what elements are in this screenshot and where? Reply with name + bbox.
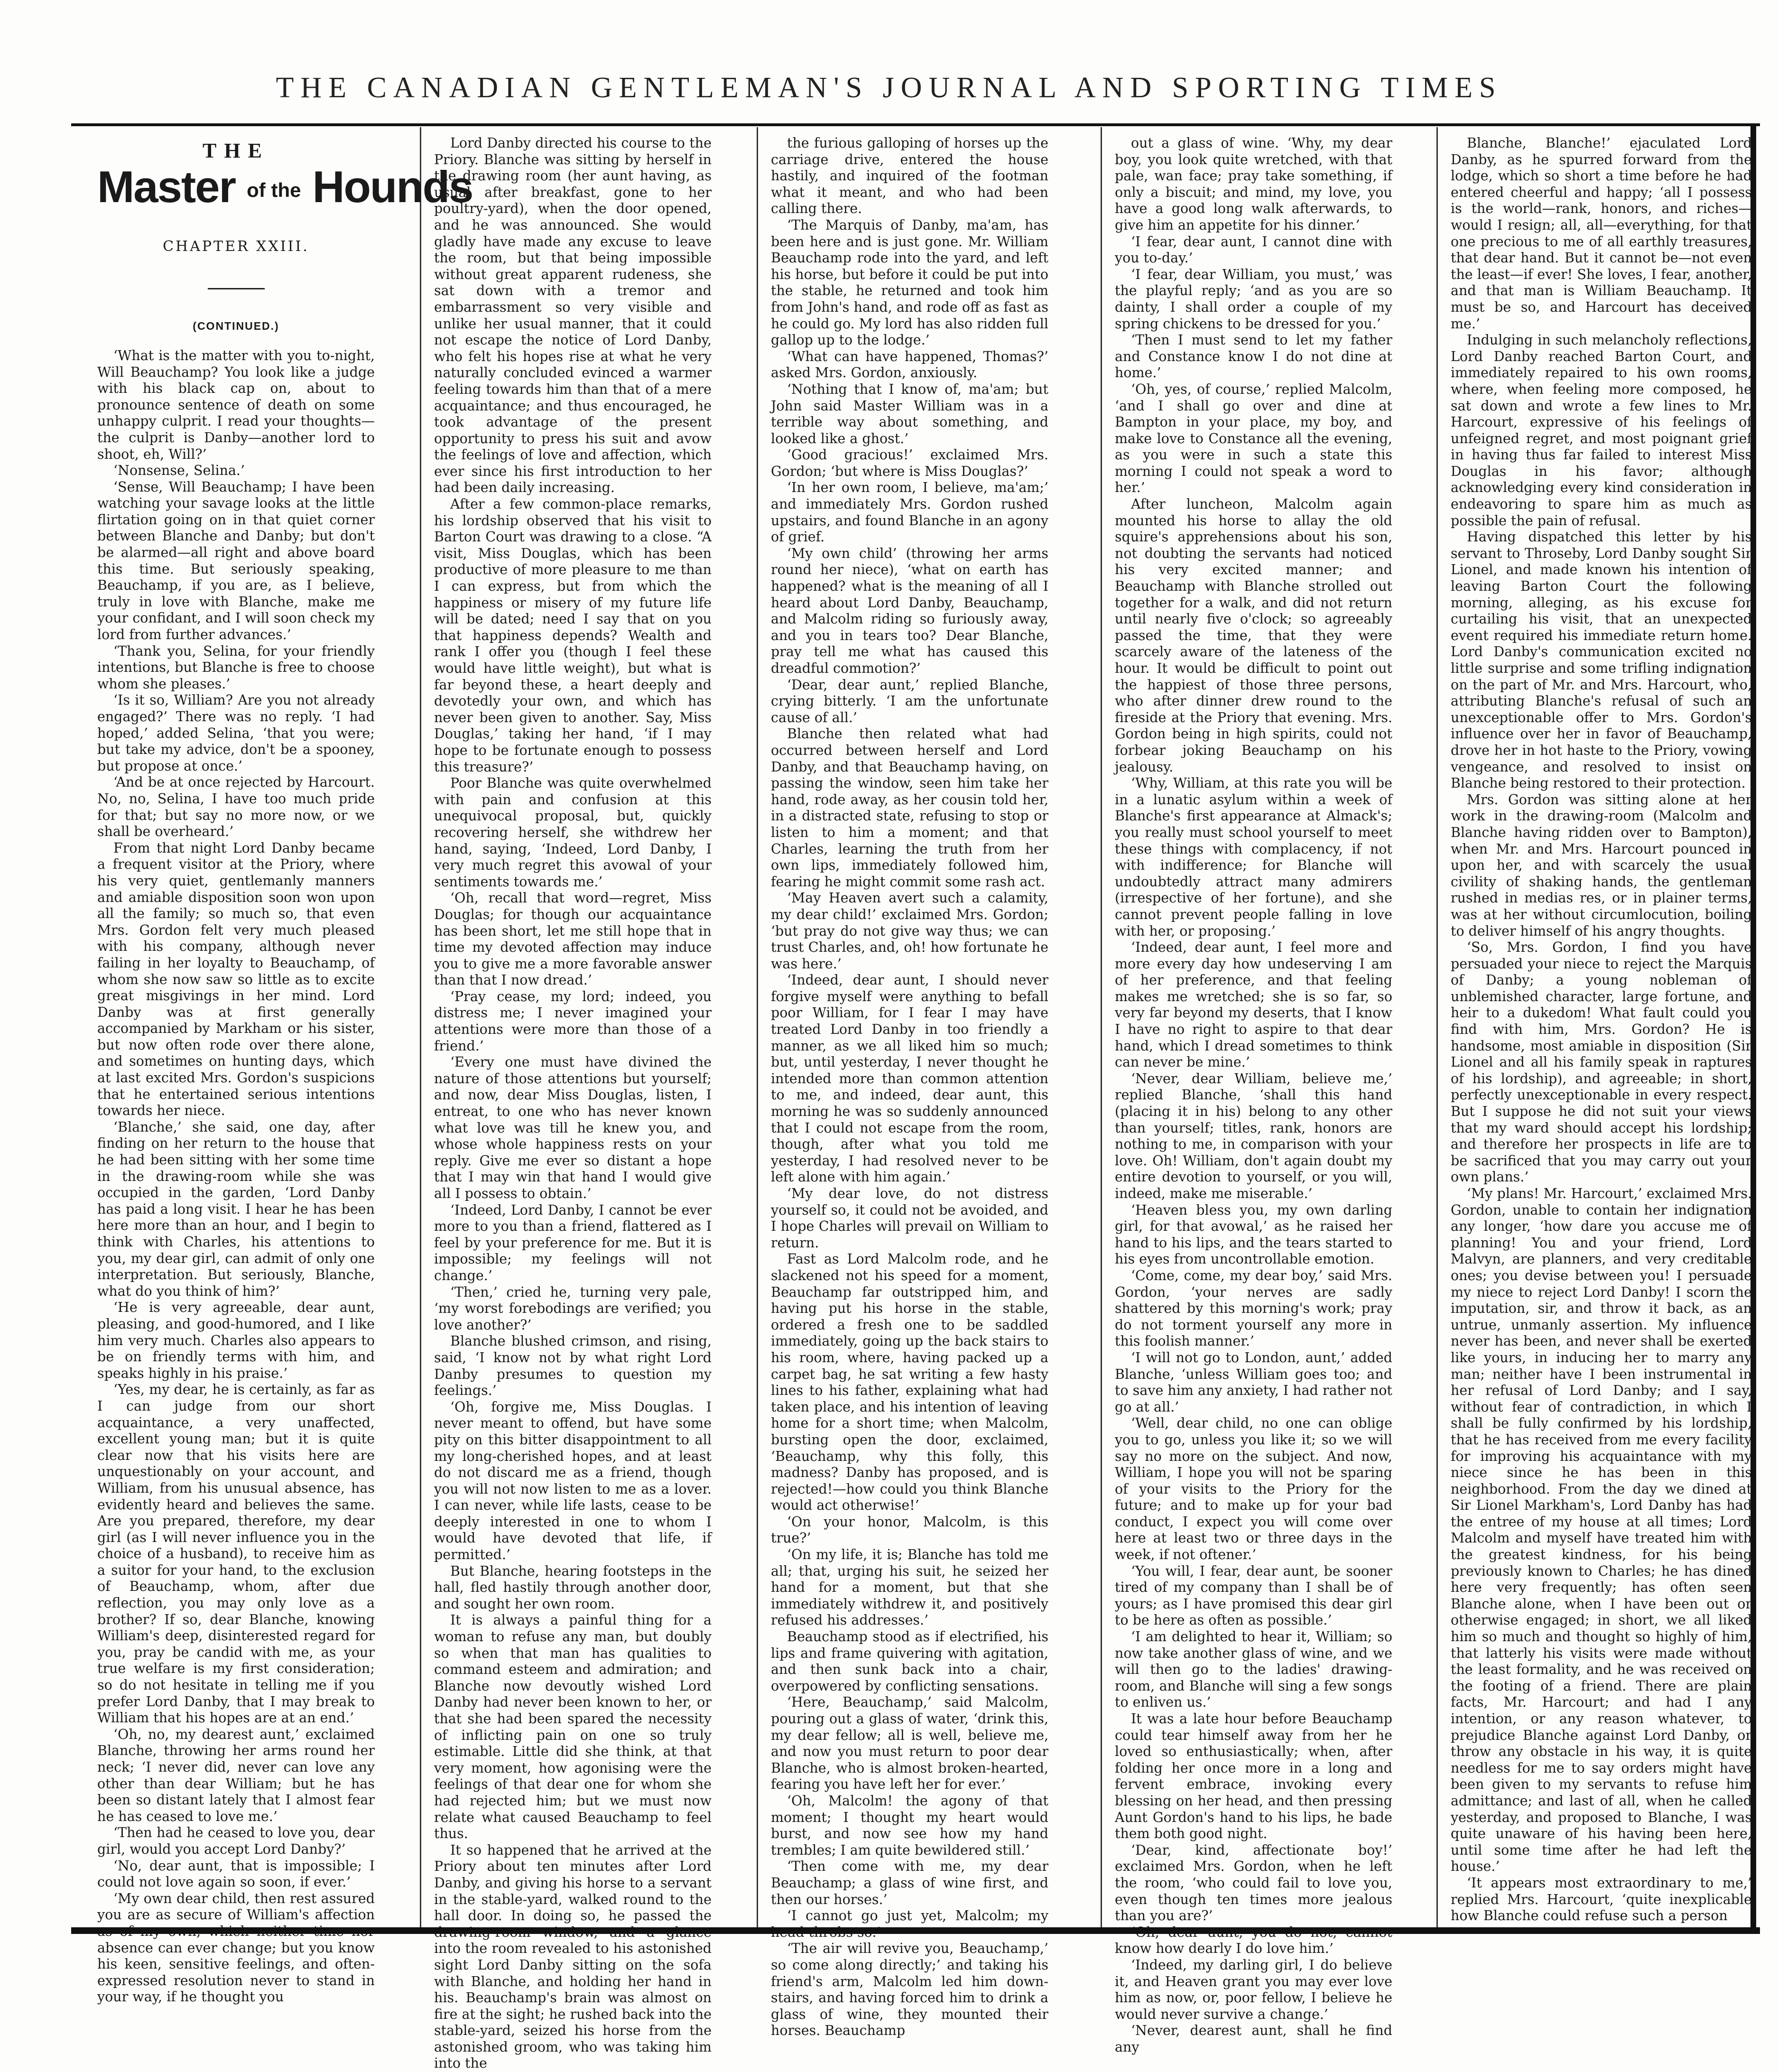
story-the: THE bbox=[203, 139, 269, 162]
paragraph: ‘And be at once rejected by Harcourt. No, no, Selina, I have too much pride for that; but say no more now, or we shall be overheard.’ bbox=[97, 774, 375, 840]
paragraph: Mrs. Gordon was sitting alone at her work in the drawing-room (Malcolm and Blanche having ridden over to Bampton), when Mr. and Mrs. Harcourt pounced in upon her, and with scarcely the usual civility of shaking hands, the gentleman rushed in medias res, or in plainer terms, was at her without circumlocution, boiling to deliver himself of his angry thoughts. bbox=[1451, 791, 1752, 939]
column-2 bbox=[434, 135, 712, 2072]
paragraph: ‘Indeed, my darling girl, I do believe it, and Heaven grant you may ever love him as now, or, poor fellow, I believe he would never survive a change.’ bbox=[1115, 1957, 1392, 2022]
paragraph: It was a late hour before Beauchamp could tear himself away from her he loved so enthusiastically; when, after folding her once more in a long and fervent embrace, invoking every blessing on her head, and then pressing Aunt Gordon's hand to his lips, he bade them both good night. bbox=[1115, 1711, 1392, 1842]
column-5 bbox=[1451, 135, 1752, 1924]
paragraph: ‘Never, dear William, believe me,’ replied Blanche, ‘shall this hand (placing it in his) belong to any other than yourself; titles, rank, honors are nothing to me, in comparison with your love. Oh! William, don't again doubt my entire devotion to yourself, or you will, indeed, make me miserable.’ bbox=[1115, 1070, 1392, 1201]
masthead-rule bbox=[71, 123, 1760, 126]
column-2-text bbox=[434, 135, 712, 2072]
paragraph: ‘Never, dearest aunt, shall he find any bbox=[1115, 2023, 1392, 2055]
paragraph: ‘Heaven bless you, my own darling girl, for that avowal,’ as he raised her hand to his lips, and the tears started to his eyes from uncontrollable emotion. bbox=[1115, 1202, 1392, 1267]
paragraph: ‘Oh, forgive me, Miss Douglas. I never meant to offend, but have some pity on this bitter disappointment to all my long-cherished hopes, and at least do not discard me as a friend, though you will not now listen to me as a lover. I can never, while life lasts, cease to be deeply interested in one to whom I would have devoted that life, if permitted.’ bbox=[434, 1399, 712, 1563]
paragraph: ‘Indeed, dear aunt, I feel more and more every day how undeserving I am of her preference, and that feeling makes me wretched; she is so far, so very far beyond my deserts, that I know I have no right to aspire to that dear hand, which I dread sometimes to think can never be mine.’ bbox=[1115, 939, 1392, 1070]
paragraph: ‘My own child’ (throwing her arms round her niece), ‘what on earth has happened? what is the meaning of all I heard about Lord Danby, Beauchamp, and Malcolm riding so furiously away, and you in tears too? Dear Blanche, pray tell me what has caused this dreadful commotion?’ bbox=[771, 545, 1048, 676]
column-rule bbox=[757, 127, 758, 1928]
paragraph: ‘Why, William, at this rate you will be in a lunatic asylum within a week of Blanche's first appearance at Almack's; you really must school yourself to meet these things with complacency, if not with indifference; for Blanche will undoubtedly attract many admirers (irrespective of her fortune), and she cannot prevent people falling in love with her, or proposing.’ bbox=[1115, 775, 1392, 939]
paragraph: ‘Then,’ cried he, turning very pale, ‘my worst forebodings are verified; you love another?’ bbox=[434, 1284, 712, 1333]
paragraph: Lord Danby directed his course to the Priory. Blanche was sitting by herself in the drawing room (her aunt having, as usual after breakfast, gone to her poultry-yard), when the door opened, and he was announced. She would gladly have made any excuse to leave the room, but that being impossible without great apparent rudeness, she sat down with a tremor and embarrassment so very visible and unlike her usual manner, that it could not escape the notice of Lord Danby, who felt his hopes rise at what he very naturally concluded evinced a warmer feeling towards him than that of a mere acquaintance; and thus encouraged, he took advantage of the present opportunity to press his suit and avow the feelings of love and affection, which ever since his first introduction to her had been daily increasing. bbox=[434, 135, 712, 496]
paragraph: ‘My plans! Mr. Harcourt,’ exclaimed Mrs. Gordon, unable to contain her indignation any longer, ‘how dare you accuse me of planning! You and your friend, Lord Malvyn, are planners, and very creditable ones; you devise between you! I persuade my niece to reject Lord Danby! I scorn the imputation, sir, and throw it back, as an untrue, unmanly assertion. My influence never has been, and never shall be exerted like yours, in inducing her to marry any man; neither have I been instrumental in her refusal of Lord Danby; and I say, without fear of contradiction, in which I shall be fully confirmed by his lordship, that he has received from me every facility for improving his acquaintance with my niece since he has been in this neighborhood. From the day we dined at Sir Lionel Markham's, Lord Danby has had the entree of my house at all times; Lord Malcolm and myself have treated him with the greatest kindness, for his being previously known to Charles; he has dined here very frequently; has often seen Blanche alone, when I have been out or otherwise engaged; in short, we all liked him so much and thought so highly of him, that latterly his visits were made without the least formality, and he was received on the footing of a friend. There are plain facts, Mr. Harcourt; and had I any intention, or any reason whatever, to prejudice Blanche against Lord Danby, or throw any obstacle in his way, it is quite needless for me to say orders might have been given to my servants to refuse him admittance; and last of all, when he called yesterday, and proposed to Blanche, I was quite unaware of his having been here, until some time after he had left the house.’ bbox=[1451, 1186, 1752, 1875]
paragraph: ‘So, Mrs. Gordon, I find you have persuaded your niece to reject the Marquis of Danby; a young nobleman of unblemished character, large fortune, and heir to a dukedom! What fault could you find with him, Mrs. Gordon? He is handsome, most amiable in disposition (Sir Lionel and all his family speak in raptures of his lordship), and agreeable; in short, perfectly unexceptionable in every respect. But I suppose he did not suit your views that my ward should accept his lordship; and therefore her prospects in life are to be sacrificed that you may carry out your own plans.’ bbox=[1451, 939, 1752, 1185]
paragraph: ‘I am delighted to hear it, William; so now take another glass of wine, and we will then go to the ladies' drawing-room, and Blanche will sing a few songs to enliven us.’ bbox=[1115, 1629, 1392, 1710]
paragraph: out a glass of wine. ‘Why, my dear boy, you look quite wretched, with that pale, wan face; pray take something, if only a biscuit; and mind, my love, you have a good long walk afterwards, to give him an appetite for his dinner.’ bbox=[1115, 135, 1392, 233]
column-rule bbox=[1436, 127, 1438, 1928]
paragraph: ‘Oh, yes, of course,’ replied Malcolm, ‘and I shall go over and dine at Bampton in your place, my boy, and make love to Constance all the evening, as you were in such a state this morning I could not speak a word to her.’ bbox=[1115, 381, 1392, 496]
paragraph: ‘I fear, dear William, you must,’ was the playful reply; ‘and as you are so dainty, I shall order a couple of my spring chickens to be dressed for you.’ bbox=[1115, 266, 1392, 332]
paragraph: know how dearly I do love him.’ bbox=[1115, 1941, 1334, 1957]
paragraph: ‘The Marquis of Danby, ma'am, has been here and is just gone. Mr. William Beauchamp rode into the yard, and left his horse, but before it could be put into the stable, he returned and took him from John's hand, and rode off as fast as he could go. My lord has also ridden full gallop up to the lodge.’ bbox=[771, 217, 1048, 348]
paragraph: Beauchamp stood as if electrified, his lips and frame quivering with agitation, and then sunk back into a chair, overpowered by conflicting sensations. bbox=[771, 1629, 1048, 1694]
column-4-text bbox=[1115, 135, 1392, 2055]
paragraph: Poor Blanche was quite overwhelmed with pain and confusion at this unequivocal proposal, but, quickly recovering herself, she withdrew her hand, saying, ‘Indeed, Lord Danby, I very much regret this avowal of your sentiments towards me.’ bbox=[434, 775, 712, 890]
paragraph: the furious galloping of horses up the carriage drive, entered the house hastily, and inquired of the footman what it meant, and who had been calling there. bbox=[771, 135, 1048, 217]
paragraph: ‘Is it so, William? Are you not already engaged?’ There was no reply. ‘I had hoped,’ added Selina, ‘that you were; but take my advice, don't be a spooney, but propose at once.’ bbox=[97, 692, 375, 774]
paragraph: ‘My dear love, do not distress yourself so, it could not be avoided, and I hope Charles will prevail on William to return. bbox=[771, 1186, 1048, 1251]
paragraph: ‘Every one must have divined the nature of those attentions but yourself; and now, dear Miss Douglas, listen, I entreat, to one who has never known what love was till he knew you, and whose whole happiness rests on your reply. Give me ever so distant a hope that I may win that hand I would give all I possess to obtain.’ bbox=[434, 1054, 712, 1201]
column-3-text bbox=[771, 135, 1048, 2039]
column-5-text bbox=[1451, 135, 1752, 1924]
paragraph: ‘Oh, recall that word—regret, Miss Douglas; for though our acquaintance has been short, let me still hope that in time my devoted affection may induce you to give me a more favorable answer than that I now dread.’ bbox=[434, 890, 712, 988]
paragraph: ‘Indeed, dear aunt, I should never forgive myself were anything to befall poor William, for I fear I may have treated Lord Danby in too friendly a manner, as we all liked him so much; but, until yesterday, I never thought he intended more than common attention to me, and indeed, dear aunt, this morning he was so suddenly announced that I could not escape from the room, though, after what you told me yesterday, I had resolved never to be left alone with him again.’ bbox=[771, 972, 1048, 1185]
continued-label: (CONTINUED.) bbox=[193, 320, 279, 333]
paragraph: ‘He is very agreeable, dear aunt, pleasing, and good-humored, and I like him very much. Charles also appears to be on friendly terms with him, and speaks highly in his praise.’ bbox=[97, 1300, 375, 1381]
paragraph: ‘Sense, Will Beauchamp; I have been watching your savage looks at the little flirtation going on in that quiet corner between Blanche and Danby; but don't be alarmed—all right and above board this time. But seriously speaking, Beauchamp, if you are, as I believe, truly in love with Blanche, make me your confidant, and I will soon check my lord from further advances.’ bbox=[97, 479, 375, 643]
paragraph: ‘Oh, no, my dearest aunt,’ exclaimed Blanche, throwing her arms round her neck; ‘I never did, never can love any other than dear William; but he has been so distant lately that I almost fear he has ceased to love me.’ bbox=[97, 1726, 375, 1824]
paragraph: ‘I cannot go just yet, Malcolm; my bbox=[787, 1908, 1048, 1924]
paragraph: It is always a painful thing for a woman to refuse any man, but doubly so when that man has qualities to command esteem and admiration; and Blanche now devoutly wished Lord Danby had never been known to her, or that she had been spared the necessity of inflicting pain on one so truly estimable. Little did she think, at that very moment, how agonising were the feelings of that dear one for whom she had rejected him; but we must now relate what caused Beauchamp to feel thus. bbox=[434, 1612, 712, 1842]
paragraph: ‘Nonsense, Selina.’ bbox=[113, 463, 245, 479]
paragraph: ‘In her own room, I believe, ma'am;’ and immediately Mrs. Gordon rushed upstairs, and found Blanche in an agony of grief. bbox=[771, 480, 1048, 545]
paragraph: ‘What is the matter with you to-night, Will Beauchamp? You look like a judge with his black cap on, about to pronounce sentence of death on some unhappy culprit. I read your thoughts—the culprit is Danby—another lord to shoot, eh, Will?’ bbox=[97, 347, 375, 462]
paragraph: ‘Good gracious!’ exclaimed Mrs. Gordon; ‘but where is Miss Douglas?’ bbox=[771, 447, 1048, 479]
paragraph: Blanche, Blanche!’ ejaculated Lord Danby, as he spurred forward from the lodge, which so short a time before he had entered cheerful and happy; ‘all I possess is the world—rank, honors, and riches—would I resign; all, all—everything, for that one precious to me of all earthly treasures, that dear hand. But it cannot be—not even the least—if ever! She loves, I fear, another, and that man is William Beauchamp. It must be so, and Harcourt has deceived me.’ bbox=[1451, 135, 1752, 332]
paragraph: ‘May Heaven avert such a calamity, my dear child!’ exclaimed Mrs. Gordon; ‘but pray do not give way thus; we can trust Charles, and, oh! how fortunate he was here.’ bbox=[771, 890, 1048, 972]
column-rule bbox=[1101, 127, 1102, 1928]
paragraph: ‘No, dear aunt, that is impossible; I could not love again so soon, if ever.’ bbox=[97, 1858, 375, 1890]
paragraph: ‘What can have happened, Thomas?’ asked Mrs. Gordon, anxiously. bbox=[771, 348, 1048, 381]
paragraph: ‘My own dear child, then rest assured you are as secure of William's affection absence can ever change; but you know his keen, sensitive feelings, and often-expressed resolution never to stand in your way, if he thought you bbox=[97, 1890, 375, 2005]
column-4 bbox=[1115, 135, 1392, 2055]
paragraph: ‘Yes, my dear, he is certainly, as far as I can judge from our short acquaintance, a very unaffected, excellent young man; but it is quite clear now that his visits here are unquestionably on your account, and William, from his unusual absence, has evidently heard and believes the same. Are you prepared, therefore, my dear girl (as I will never influence you in the choice of a husband), to receive him as a suitor for your hand, to the exclusion of Beauchamp, whom, after due reflection, you may only love as a brother? If so, dear Blanche, knowing William's deep, disinterested regard for you, pray be candid with me, as your true welfare is my first consideration; so do not hesitate in telling me if you prefer Lord Danby, that I may break to William that his hopes are at an end.’ bbox=[97, 1382, 375, 1726]
story-title-hounds: Hounds bbox=[312, 161, 473, 212]
paragraph: ‘Thank you, Selina, for your friendly intentions, but Blanche is free to choose whom she pleases.’ bbox=[97, 643, 375, 692]
paragraph: ‘Indeed, Lord Danby, I cannot be ever more to you than a friend, flattered as I feel by your preference for me. But it is impossible; my feelings will not change.’ bbox=[434, 1202, 712, 1283]
story-heading bbox=[97, 139, 473, 334]
paragraph: ‘Then come with me, my dear Beauchamp; a glass of wine first, and then our horses.’ bbox=[771, 1858, 1048, 1907]
paragraph: ‘I fear, dear aunt, I cannot dine with you to-day.’ bbox=[1115, 233, 1392, 266]
chapter-heading: CHAPTER XXIII. bbox=[163, 238, 309, 255]
paragraph: ‘Then I must send to let my father and Constance know I do not dine at home.’ bbox=[1115, 332, 1392, 381]
paragraph: ‘You will, I fear, dear aunt, be sooner tired of my company than I shall be of yours; as I have promised this dear girl to be here as often as possible.’ bbox=[1115, 1563, 1392, 1628]
masthead: THE CANADIAN GENTLEMAN'S JOURNAL AND SPORTING TIMES bbox=[276, 72, 1502, 104]
paragraph: Having dispatched this letter by his servant to Throseby, Lord Danby sought Sir Lionel, and made known his intention of leaving Barton Court the following morning, alleging, as his excuse for curtailing his visit, that an unexpected event required his immediate return home. Lord Danby's communication excited no little surprise and some trifling indignation on the part of Mr. and Mrs. Harcourt, who, attributing Blanche's refusal of such an unexceptionable offer to Mrs. Gordon's influence over her in favor of Beauchamp, drove her in hot haste to the Priory, vowing vengeance, and resolved to insist on Blanche being restored to their protection. bbox=[1451, 529, 1752, 791]
paragraph: It so happened that he arrived at the Priory about ten minutes after Lord Danby, and giving his horse to a servant in the stable-yard, walked round to the hall door. In doing so, he passed the into the room revealed to his astonished sight Lord Danby sitting on the sofa with Blanche, and holding her hand in his. Beauchamp's brain was almost on fire at the sight; he rushed back into the stable-yard, seized his horse from the astonished groom, who was taking him into the bbox=[434, 1842, 712, 2072]
column-1 bbox=[97, 135, 473, 2005]
heading-dash bbox=[208, 288, 265, 289]
story-title-master: Master bbox=[97, 161, 236, 212]
paragraph: ‘On my life, it is; Blanche has told me all; that, urging his suit, he seized her hand for a moment, but that she immediately withdrew it, and positively refused his addresses.’ bbox=[771, 1547, 1048, 1628]
paragraph: ‘Dear, dear aunt,’ replied Blanche, crying bitterly. ‘I am the unfortunate cause of all.’ bbox=[771, 677, 1048, 725]
paragraph: ‘On your honor, Malcolm, is this true?’ bbox=[771, 1514, 1048, 1546]
column-1-text bbox=[97, 348, 375, 2006]
paragraph: After luncheon, Malcolm again mounted his horse to allay the old squire's apprehensions about his son, not doubting the servants had noticed his very excited manner; and Beauchamp with Blanche strolled out together for a walk, and did not return until nearly five o'clock; so agreeably passed the time, that they were scarcely aware of the lateness of the hour. It would be difficult to point out the happiest of those three persons, who after dinner drew round to the fireside at the Priory that evening. Mrs. Gordon being in high spirits, could not forbear joking Beauchamp on his jealousy. bbox=[1115, 496, 1392, 775]
story-title bbox=[97, 161, 473, 216]
paragraph: ‘I will not go to London, aunt,’ added Blanche, ‘unless William goes too; and to save him any anxiety, I had rather not go at all.’ bbox=[1115, 1349, 1392, 1415]
paragraph: ‘Nothing that I know of, ma'am; but John said Master William was in a terrible way about something, and looked like a ghost.’ bbox=[771, 381, 1048, 446]
paragraph: ‘Then had he ceased to love you, dear girl, would you accept Lord Danby?’ bbox=[97, 1825, 375, 1857]
column-rule bbox=[420, 127, 421, 1928]
paragraph: ‘Come, come, my dear boy,’ said Mrs. Gordon, ‘your nerves are sadly shattered by this morning's work; pray do not torment yourself any more in this foolish manner.’ bbox=[1115, 1267, 1392, 1349]
paragraph: Fast as Lord Malcolm rode, and he slackened not his speed for a moment, Beauchamp far outstripped him, and having put his horse in the stable, ordered a fresh one to be saddled immediately, going up the back stairs to his room, where, having packed up a carpet bag, he sat writing a few hasty lines to his father, explaining what had taken place, and his intention of leaving home for a short time; when Malcolm, bursting open the door, exclaimed, ‘Beauchamp, why this folly, this madness? Danby has proposed, and is rejected!—how could you think Blanche would act otherwise!’ bbox=[771, 1251, 1048, 1514]
paragraph: ‘Pray cease, my lord; indeed, you distress me; I never imagined your attentions were more than those of a friend.’ bbox=[434, 988, 712, 1054]
paragraph: Blanche blushed crimson, and rising, said, ‘I know not by what right Lord Danby presumes to question my feelings.’ bbox=[434, 1333, 712, 1399]
paragraph: After a few common-place remarks, his lordship observed that his visit to Barton Court was drawing to a close. “A visit, Miss Douglas, which has been productive of more pleasure to me than I can express, but from which the happiness or misery of my future life will be dated; need I say that on you that happiness depends? Wealth and rank I offer you (though I feel these would have little weight), but what is far beyond these, a heart deeply and devotedly your own, and which has never been given to another. Say, Miss Douglas,’ taking her hand, ‘if I may hope to be fortunate enough to possess this treasure?’ bbox=[434, 496, 712, 775]
paragraph: But Blanche, hearing footsteps in the hall, fled hastily through another door, and sought her own room. bbox=[434, 1563, 712, 1612]
paragraph: ‘Dear, kind, affectionate boy!’ exclaimed Mrs. Gordon, when he left the room, ‘who could fail to love you, even though ten times more jealous than you are?’ bbox=[1115, 1842, 1392, 1924]
paragraph: ‘Here, Beauchamp,’ said Malcolm, pouring out a glass of water, ‘drink this, my dear fellow; all is well, believe me, and now you must return to poor dear Blanche, who is almost broken-hearted, fearing you have left her for ever.’ bbox=[771, 1694, 1048, 1793]
paragraph: Indulging in such melancholy reflections, Lord Danby reached Barton Court, and immediately repaired to his own rooms, where, when feeling more composed, he sat down and wrote a few lines to Mr. Harcourt, expressive of his feelings of unfeigned regret, and most poignant grief in having thus far failed to interest Miss Douglas in his favor; although acknowledging every kind consideration in endeavoring to spare him as much as possible the pain of refusal. bbox=[1451, 332, 1752, 529]
paragraph: ‘Oh, Malcolm! the agony of that moment; I thought my heart would burst, and now see how my hand trembles; I am quite bewildered still.’ bbox=[771, 1793, 1048, 1858]
paragraph: ‘Well, dear child, no one can oblige you to go, unless you like it; so we will say no more on the subject. And now, William, I hope you will not be sparing of your visits to the Priory for the future; and to make up for your bad conduct, I expect you will come over here at least two or three days in the week, if not oftener.’ bbox=[1115, 1415, 1392, 1563]
paragraph: ‘Blanche,’ she said, one day, after finding on her return to the house that he had been sitting with her some time in the drawing-room while she was occupied in the garden, ‘Lord Danby has paid a long visit. I hear he has been here more than an hour, and I begin to think with Charles, his attentions to you, my dear girl, can admit of only one interpretation. But seriously, Blanche, what do you think of him?’ bbox=[97, 1119, 375, 1299]
paragraph: ‘The air will revive you, Beauchamp,’ so come along directly;’ and taking his friend's arm, Malcolm led him down-stairs, and having forced him to drink a glass of wine, they mounted their horses. Beauchamp bbox=[771, 1941, 1048, 2039]
story-title-of-the: of the bbox=[247, 178, 301, 201]
paragraph: ‘It appears most extraordinary to me,’ replied Mrs. Harcourt, ‘quite inexplicable how Blanche could refuse such a person bbox=[1451, 1875, 1752, 1924]
paragraph: Blanche then related what had occurred between herself and Lord Danby, and that Beauchamp having, on passing the window, seen him take her hand, rode away, as her cousin told her, in a distracted state, refusing to stop or listen to him a moment; and that Charles, learning the truth from her own lips, immediately followed him, fearing he might commit some rash act. bbox=[771, 726, 1048, 890]
bottom-rule bbox=[71, 1927, 1760, 1934]
column-3 bbox=[771, 135, 1048, 2039]
paragraph: From that night Lord Danby became a frequent visitor at the Priory, where his very quiet, gentlemanly manners and amiable disposition soon won upon all the family; so much so, that even Mrs. Gordon felt very much pleased with his company, although never failing in her loyalty to Beauchamp, of whom she now saw so little as to excite great misgivings in her mind. Lord Danby was at first generally accompanied by Markham or his sister, but now often rode over there alone, and sometimes on hunting days, which at last excited Mrs. Gordon's suspicions that he entertained serious intentions towards her niece. bbox=[97, 840, 375, 1119]
